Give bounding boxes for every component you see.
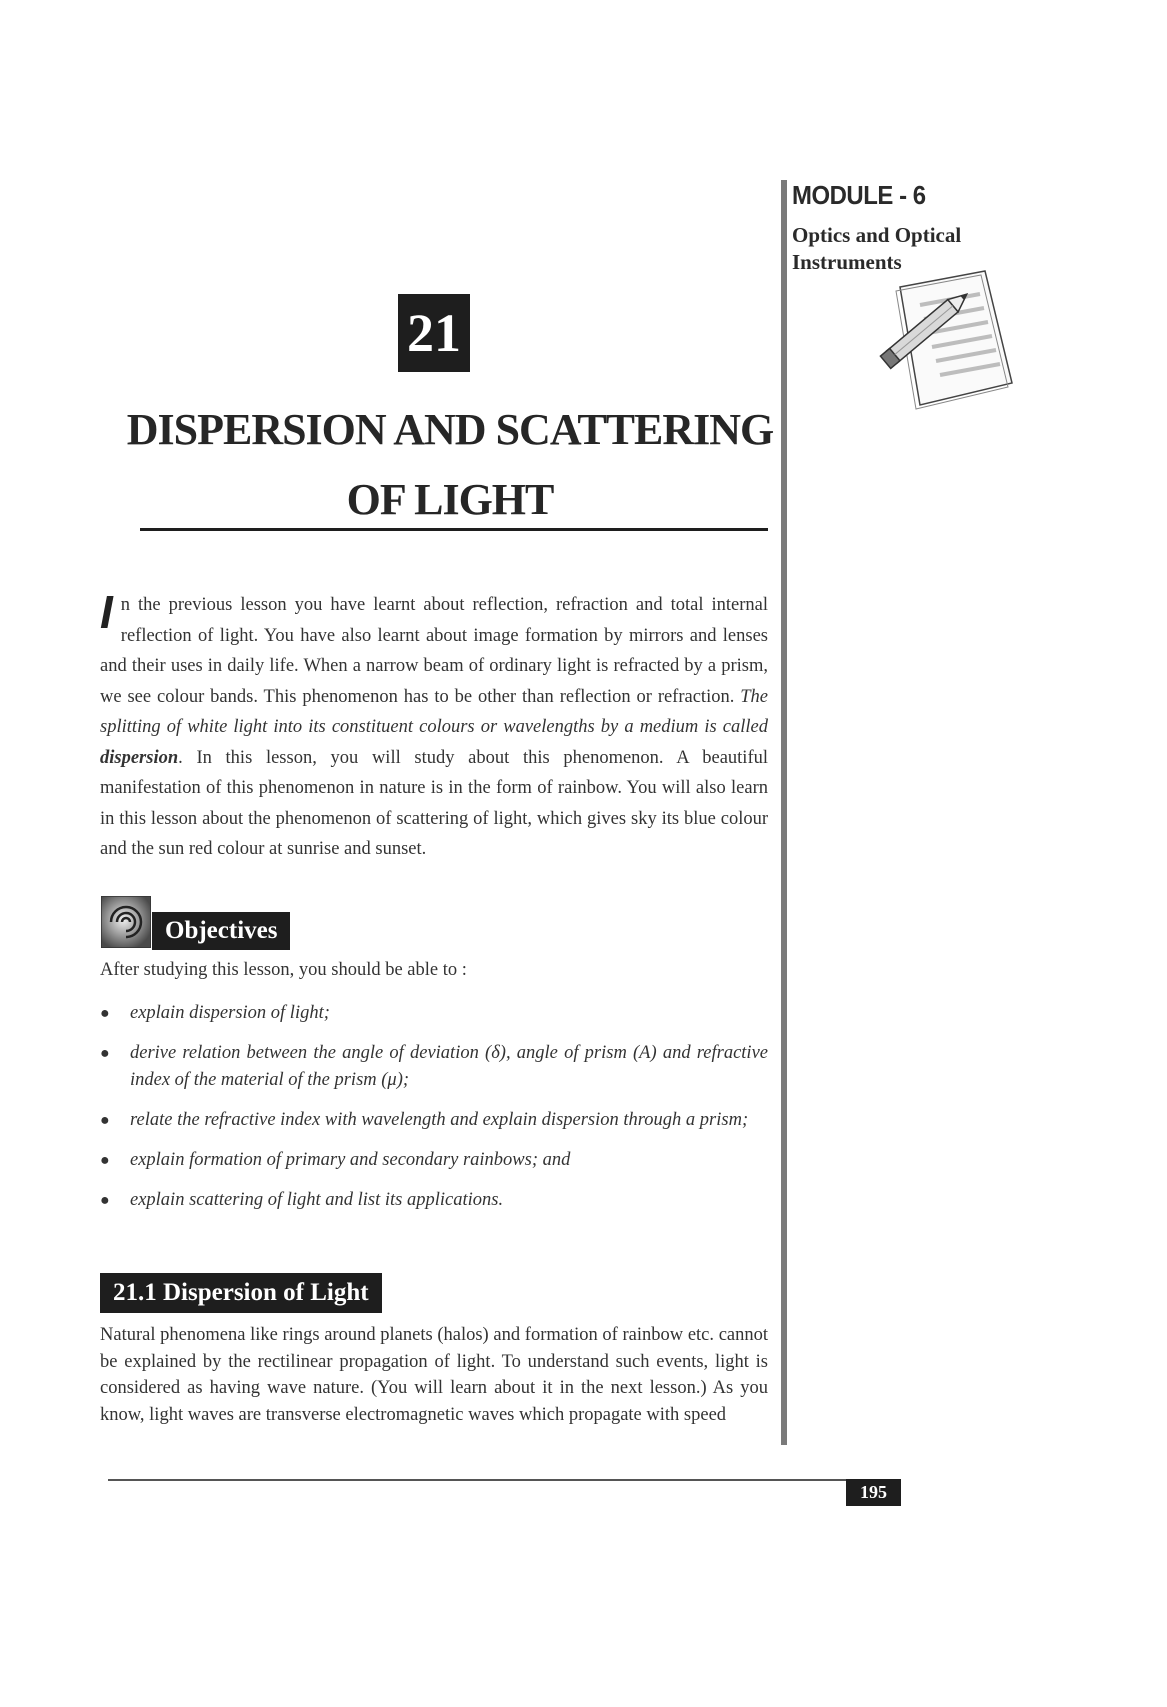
chapter-number-badge: 21 <box>398 294 470 372</box>
module-subject: Optics and Optical Instruments <box>792 223 962 274</box>
intro-text-part2: . In this lesson, you will study about this phenomenon. A beautiful manifestation of this phenomenon in nature is in the form of rainbow. You will also learn in this lesson about the phenomenon of scattering of light, which gives sky its blue colour and the sun red colour at sunrise and sunset. <box>100 747 768 859</box>
list-item: ● explain scattering of light and list its applications. <box>100 1187 768 1214</box>
objectives-list <box>100 1000 768 1227</box>
list-item: ● derive relation between the angle of deviation (δ), angle of prism (A) and refractive index of the material of the prism (μ); <box>100 1040 768 1094</box>
chapter-title <box>120 395 780 535</box>
chapter-title-line2: OF LIGHT <box>346 475 554 524</box>
list-item: ● explain formation of primary and secondary rainbows; and <box>100 1147 768 1174</box>
dispersion-definition: The splitting of white light into its constituent colours or wavelengths by a medium is called <box>100 686 768 737</box>
title-underline <box>140 528 768 531</box>
dispersion-term: dispersion <box>100 747 179 768</box>
bullet-icon: ● <box>100 1192 110 1209</box>
section-paragraph: Natural phenomena like rings around planets (halos) and formation of rainbow etc. cannot be explained by the rectilinear propagation of light. To understand such events, light is considered as having wave nature. (You will learn about it in the next lesson.) As you know, light waves are transverse electromagnetic waves which propagate with speed <box>100 1325 768 1425</box>
section-heading: 21.1 Dispersion of Light <box>100 1273 382 1313</box>
list-item: ● explain dispersion of light; <box>100 1000 768 1027</box>
objectives-heading: Objectives <box>152 912 290 950</box>
objectives-swirl-icon <box>101 896 151 948</box>
objectives-lead: After studying this lesson, you should be able to : <box>100 960 467 980</box>
bullet-icon: ● <box>100 1112 110 1129</box>
drop-cap: I <box>100 586 113 638</box>
bullet-icon: ● <box>100 1152 110 1169</box>
sidebar-vertical-bar <box>781 180 787 1445</box>
chapter-title-line1: DISPERSION AND SCATTERING <box>126 405 774 454</box>
footer-rule <box>108 1479 901 1481</box>
module-label: MODULE - 6 <box>792 180 926 210</box>
intro-text-part1: n the previous lesson you have learnt about reflection, refraction and total internal reflection of light. You have also learnt about image formation by mirrors and lenses and their uses in daily life. When a narrow beam of ordinary light is refracted by a prism, we see colour bands. This phenomenon has to be other than reflection or refraction. <box>100 595 768 707</box>
notepad-pencil-icon <box>870 265 1020 415</box>
intro-paragraph <box>100 586 768 865</box>
page-number: 195 <box>846 1479 901 1506</box>
bullet-icon: ● <box>100 1005 110 1022</box>
bullet-icon: ● <box>100 1045 110 1062</box>
list-item: ● relate the refractive index with wavelength and explain dispersion through a prism; <box>100 1107 768 1134</box>
